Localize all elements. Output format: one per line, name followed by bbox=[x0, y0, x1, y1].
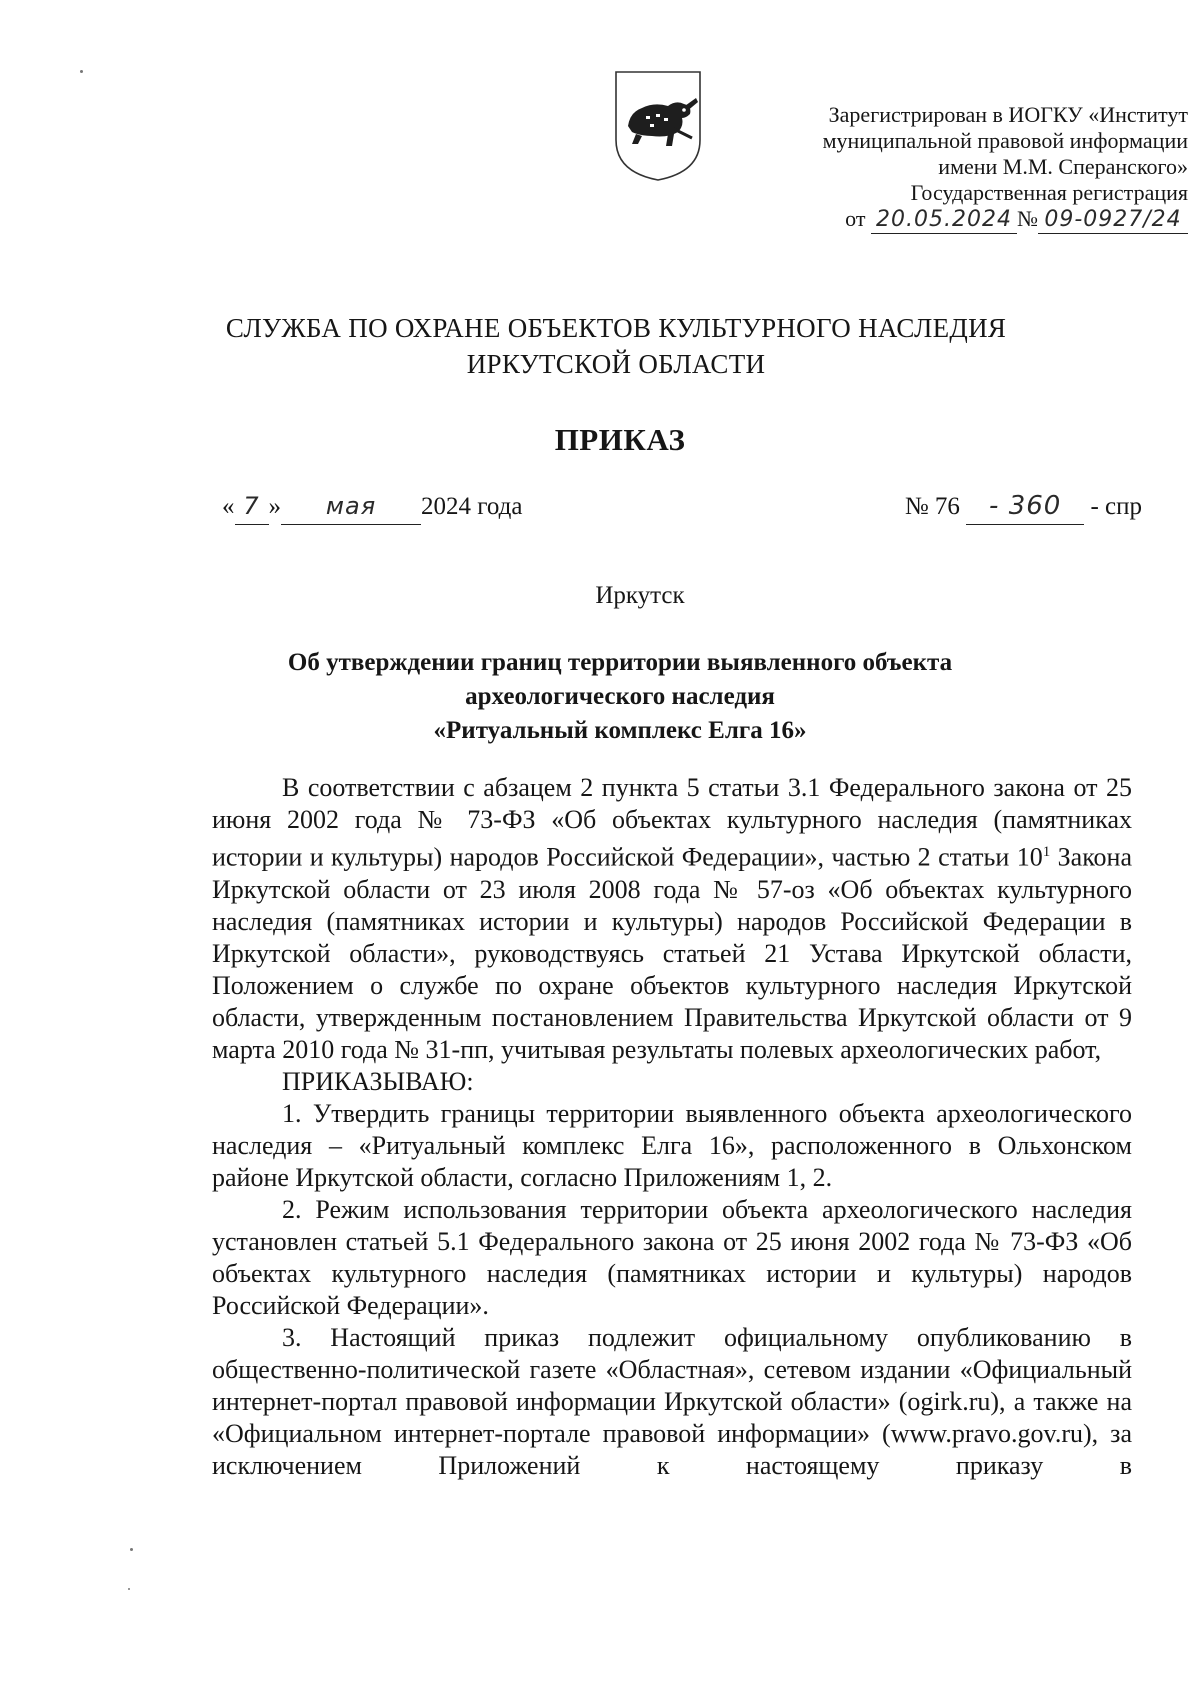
date-number-row bbox=[222, 488, 1142, 524]
order-number bbox=[905, 488, 1142, 525]
document-type-title: ПРИКАЗ bbox=[554, 422, 686, 457]
registration-number-handwritten: 09-0927/24 bbox=[1038, 207, 1188, 234]
agency-name bbox=[0, 310, 1200, 382]
agency-line-2: ИРКУТСКОЙ ОБЛАСТИ bbox=[466, 349, 766, 379]
order-word: ПРИКАЗЫВАЮ: bbox=[282, 1066, 474, 1096]
registration-date-handwritten: 20.05.2024 bbox=[871, 207, 1017, 234]
order-body bbox=[212, 772, 1132, 1482]
subject-line-3: «Ритуальный комплекс Елга 16» bbox=[433, 717, 807, 744]
scan-speck bbox=[128, 1588, 130, 1590]
order-item-1: 1. Утвердить границы территории выявленного объекта археологического наследия – «Ритуальный комплекс Елга 16», расположенного в Ольхонском районе Иркутской области, согласно Приложениям 1, 2. bbox=[212, 1098, 1132, 1192]
registration-number-prefix: № bbox=[1017, 206, 1038, 231]
number-suffix: - спр bbox=[1090, 493, 1142, 520]
registration-line-1: Зарегистрирован в ИОГКУ «Институт bbox=[828, 102, 1188, 127]
agency-line-1: СЛУЖБА ПО ОХРАНЕ ОБЪЕКТОВ КУЛЬТУРНОГО НАСЛЕДИЯ bbox=[225, 313, 1007, 343]
preamble-part-2: Закона Иркутской области от 23 июля 2008 года № 57-оз «Об объектах культурного наследия (памятниках истории и культуры) народов Российской Федерации в Иркутской области», руководствуясь статьей 21 Устава Иркутской области, Положением о службе по охране объектов культурного наследия Иркутской области, утвержденным постановлением Правительства Иркутской области от 9 марта 2010 года № 31-пп, учитывая результаты полевых археологических работ, bbox=[212, 842, 1132, 1064]
number-handwritten: - 360 bbox=[966, 488, 1084, 525]
registration-date-line bbox=[760, 206, 1188, 234]
subject-line-1: Об утверждении границ территории выявленного объекта bbox=[287, 649, 953, 676]
preamble-paragraph bbox=[212, 772, 1132, 1066]
order-date bbox=[222, 488, 522, 525]
coat-of-arms-emblem bbox=[612, 68, 704, 184]
date-open-quote: « bbox=[222, 493, 235, 520]
city-name: Иркутск bbox=[595, 582, 685, 609]
preamble-part-1: В соответствии с абзацем 2 пункта 5 статьи 3.1 Федерального закона от 25 июня 2002 года № 73-ФЗ «Об объектах культурного наследия (памятниках истории и культуры) народов Российской Федерации», частью 2 статьи 10 bbox=[212, 773, 1132, 872]
order-item-3: 3. Настоящий приказ подлежит официальному опубликованию в общественно-политической газете «Областная», сетевом издании «Официальный интернет-портал правовой информации Иркутской области» (ogirk.ru), а также на «Официальном интернет-портале правовой информации» (www.pravo.gov.ru), за исключением Приложений к настоящему приказу в bbox=[212, 1322, 1132, 1480]
number-prefix: № 76 bbox=[904, 493, 960, 520]
order-item-2: 2. Режим использования территории объекта археологического наследия установлен статьей 5.1 Федерального закона от 25 июня 2002 года № 73-ФЗ «Об объектах культурного наследия (памятниках истории и культуры) народов Российской Федерации». bbox=[212, 1194, 1132, 1320]
registration-date-prefix: от bbox=[845, 206, 866, 231]
order-subject bbox=[0, 646, 1200, 748]
preamble-superscript: 1 bbox=[1042, 844, 1051, 860]
date-year: 2024 года bbox=[421, 493, 523, 520]
scan-speck bbox=[80, 70, 83, 73]
scan-speck bbox=[130, 1548, 133, 1551]
date-month-handwritten: мая bbox=[281, 488, 421, 525]
registration-line-2: муниципальной правовой информации bbox=[822, 128, 1188, 153]
date-close-quote: » bbox=[268, 493, 281, 520]
date-day-handwritten: 7 bbox=[235, 488, 269, 525]
registration-block bbox=[760, 102, 1188, 234]
registration-line-3: имени М.М. Сперанского» bbox=[938, 154, 1188, 179]
registration-line-4: Государственная регистрация bbox=[910, 180, 1188, 205]
subject-line-2: археологического наследия bbox=[465, 683, 775, 710]
